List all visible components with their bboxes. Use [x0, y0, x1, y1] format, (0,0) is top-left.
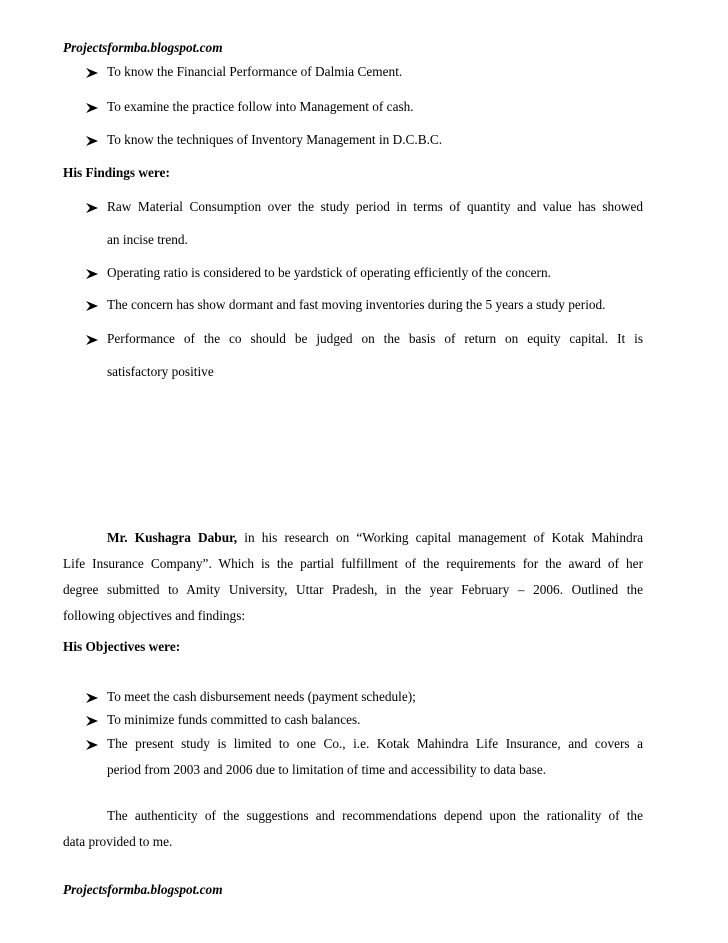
arrow-bullet-icon: [85, 692, 99, 704]
page-header: Projectsformba.blogspot.com: [63, 40, 223, 55]
list-item: Raw Material Consumption over the study period in terms of quantity and value has showed: [107, 199, 643, 214]
arrow-bullet-icon: [85, 102, 99, 114]
list-item-continuation: period from 2003 and 2006 due to limitation of time and accessibility to data base.: [107, 762, 547, 777]
list-item: To know the techniques of Inventory Management in D.C.B.C.: [107, 132, 443, 147]
paragraph-line: Life Insurance Company”. Which is the partial fulfillment of the requirements for the award of her: [63, 556, 643, 571]
list-item: The concern has show dormant and fast moving inventories during the 5 years a study period.: [107, 297, 606, 312]
arrow-bullet-icon: [85, 67, 99, 79]
arrow-bullet-icon: [85, 739, 99, 751]
arrow-bullet-icon: [85, 268, 99, 280]
arrow-bullet-icon: [85, 334, 99, 346]
paragraph-line: degree submitted to Amity University, Uttar Pradesh, in the year February – 2006. Outlined the: [63, 582, 643, 597]
paragraph-line: data provided to me.: [63, 834, 173, 849]
researcher-name: Mr. Kushagra Dabur,: [107, 530, 238, 545]
arrow-bullet-icon: [85, 715, 99, 727]
page-footer: Projectsformba.blogspot.com: [63, 882, 223, 897]
paragraph-text: in his research on “Working capital management of Kotak Mahindra: [237, 530, 643, 545]
paragraph-line: [107, 530, 643, 546]
findings-heading: His Findings were:: [63, 165, 170, 180]
list-item: To examine the practice follow into Management of cash.: [107, 99, 414, 114]
arrow-bullet-icon: [85, 202, 99, 214]
list-item: Performance of the co should be judged on the basis of return on equity capital. It is: [107, 331, 643, 346]
paragraph-line: following objectives and findings:: [63, 608, 246, 623]
list-item: Operating ratio is considered to be yardstick of operating efficiently of the concern.: [107, 265, 551, 280]
objectives-heading: His Objectives were:: [63, 639, 181, 654]
list-item: To meet the cash disbursement needs (payment schedule);: [107, 689, 416, 704]
arrow-bullet-icon: [85, 135, 99, 147]
arrow-bullet-icon: [85, 300, 99, 312]
list-item: To know the Financial Performance of Dalmia Cement.: [107, 64, 403, 79]
paragraph-line: The authenticity of the suggestions and recommendations depend upon the rationality of the: [107, 808, 643, 823]
list-item-continuation: an incise trend.: [107, 232, 188, 247]
list-item: The present study is limited to one Co., i.e. Kotak Mahindra Life Insurance, and covers a: [107, 736, 643, 751]
list-item: To minimize funds committed to cash balances.: [107, 712, 361, 727]
list-item-continuation: satisfactory positive: [107, 364, 214, 379]
